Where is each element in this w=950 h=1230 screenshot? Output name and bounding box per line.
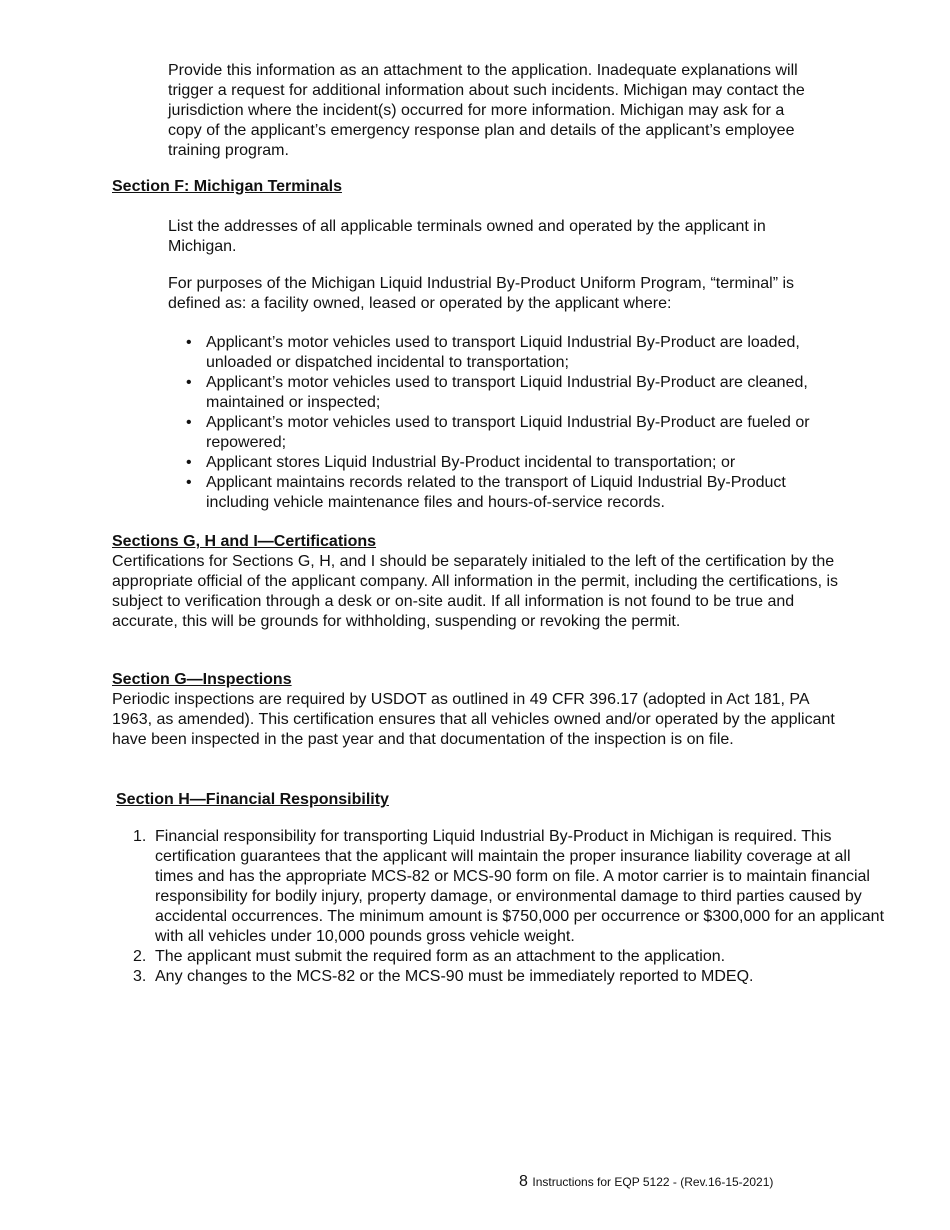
section-f-heading: Section F: Michigan Terminals	[112, 178, 342, 195]
list-item: • Applicant maintains records related to the transport of Liquid Industrial By-Product including vehicle maintenance files and hours-of-service records.	[206, 473, 846, 513]
page-number: 8	[519, 1173, 528, 1190]
section-ghi-body: Certifications for Sections G, H, and I should be separately initialed to the left of the certification by the appropriate official of the applicant company. All information in the permit, including the certifications, is subject to verification through a desk or on-site audit. If all information is not found to be true and accurate, this will be grounds for withholding, suspending or revoking the permit.	[112, 553, 839, 630]
list-item-text: The applicant must submit the required form as an attachment to the application.	[155, 948, 726, 965]
list-item	[133, 967, 885, 987]
list-item: • Applicant’s motor vehicles used to transport Liquid Industrial By-Product are cleaned, maintained or inspected;	[206, 373, 846, 413]
section-g-heading: Section G—Inspections	[112, 671, 292, 688]
intro-paragraph: Provide this information as an attachment to the application. Inadequate explanations will trigger a request for additional information about such incidents. Michigan may contact the jurisdiction where the incident(s) occurred for more information. Michigan may ask for a copy of the applicant’s emergency response plan and details of the applicant’s employee training program.	[168, 62, 805, 159]
list-number: 2.	[133, 948, 147, 965]
list-item	[133, 947, 885, 967]
footer-text: Instructions for EQP 5122 - (Rev.16-15-2021)	[532, 1175, 774, 1189]
list-number: 1.	[133, 828, 147, 845]
section-ghi-heading: Sections G, H and I—Certifications	[112, 533, 377, 550]
page-footer	[519, 1172, 773, 1192]
section-h-heading: Section H—Financial Responsibility	[116, 791, 389, 808]
list-item	[133, 827, 885, 947]
section-g-body: Periodic inspections are required by USDOT as outlined in 49 CFR 396.17 (adopted in Act 181, PA 1963, as amended). This certification ensures that all vehicles owned and/or operated by the applicant have been inspected in the past year and that documentation of the inspection is on file.	[112, 691, 835, 748]
list-item: • Applicant stores Liquid Industrial By-Product incidental to transportation; or	[206, 453, 846, 473]
financial-responsibility-list	[112, 827, 885, 987]
section-f-paragraph-2: For purposes of the Michigan Liquid Industrial By-Product Uniform Program, “terminal” is defined as: a facility owned, leased or operated by the applicant where:	[168, 275, 795, 312]
list-item: • Applicant’s motor vehicles used to transport Liquid Industrial By-Product are fueled or repowered;	[206, 413, 846, 453]
list-item: • Applicant’s motor vehicles used to transport Liquid Industrial By-Product are loaded, unloaded or dispatched incidental to transportation;	[206, 333, 846, 373]
list-item-text: Any changes to the MCS-82 or the MCS-90 must be immediately reported to MDEQ.	[155, 968, 754, 985]
section-f-paragraph-1: List the addresses of all applicable terminals owned and operated by the applicant in Michigan.	[168, 218, 766, 255]
list-item-text: Financial responsibility for transporting Liquid Industrial By-Product in Michigan is required. This certification guarantees that the applicant will maintain the proper insurance liability coverage at all times and has the appropriate MCS-82 or MCS-90 form on file. A motor carrier is to maintain financial responsibility for bodily injury, property damage, or environmental damage to third parties caused by accidental occurrences. The minimum amount is $750,000 per occurrence or $300,000 for an applicant with all vehicles under 10,000 pounds gross vehicle weight.	[155, 828, 885, 945]
list-number: 3.	[133, 968, 147, 985]
terminal-criteria-list	[168, 333, 846, 513]
